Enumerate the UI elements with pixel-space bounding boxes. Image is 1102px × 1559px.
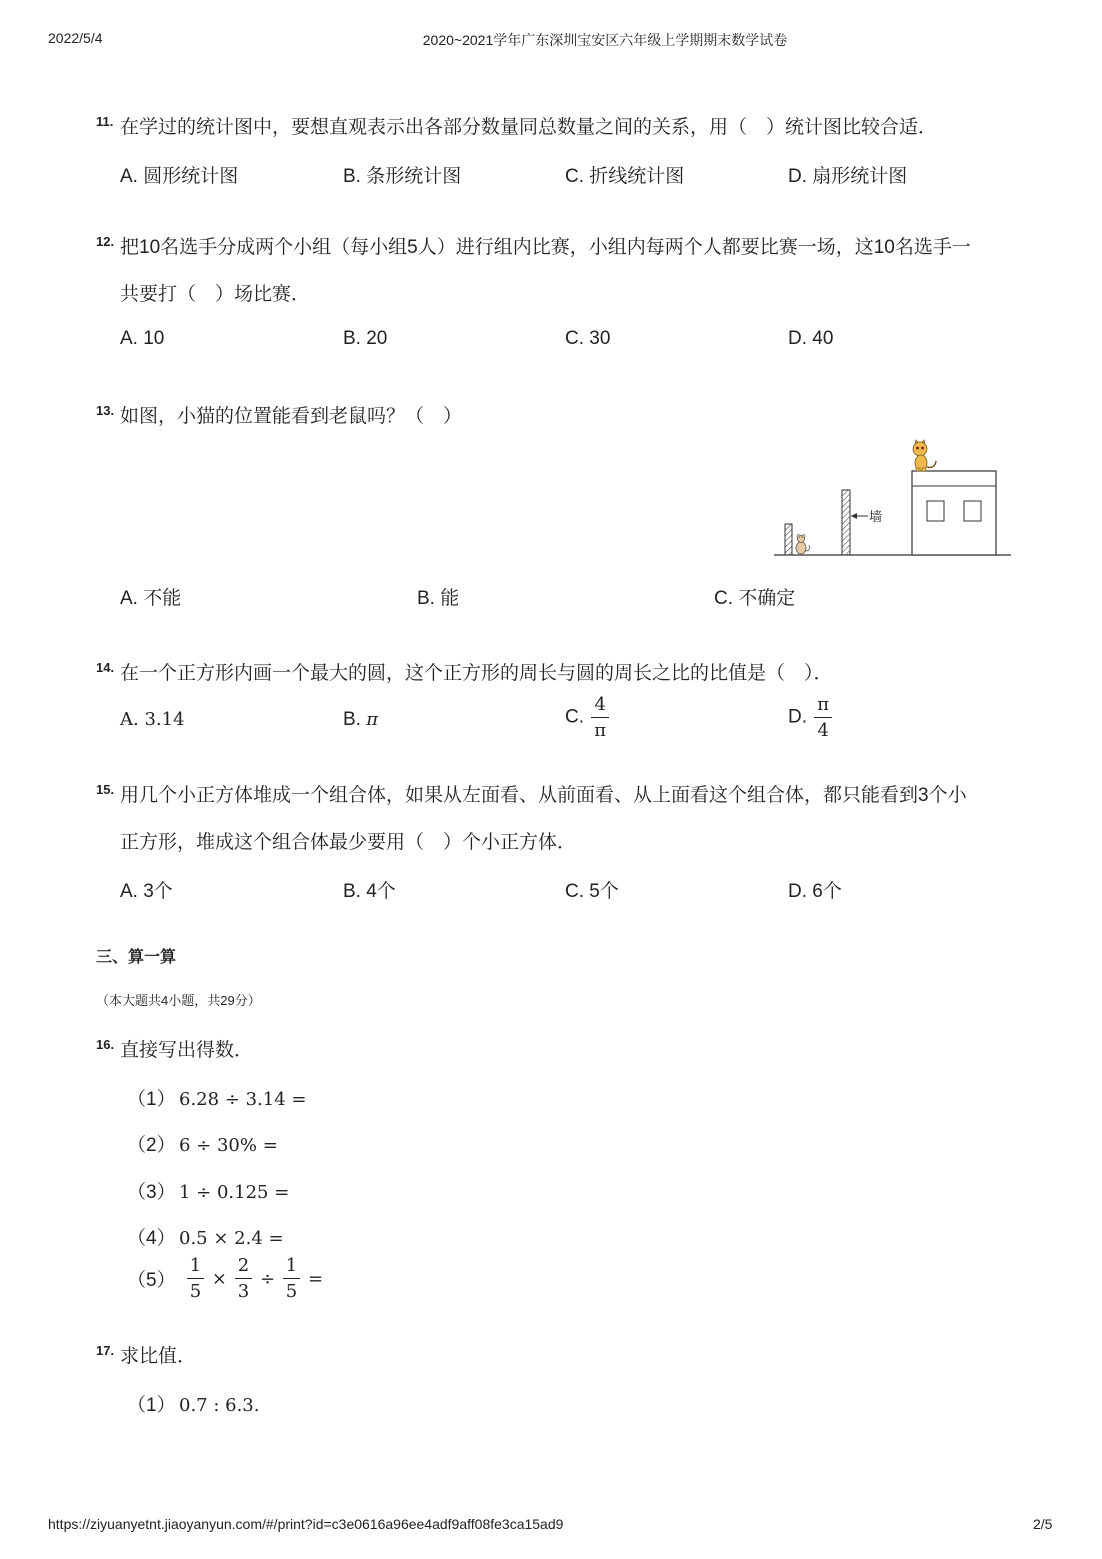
question-stem: 求比值． [120, 1346, 197, 1367]
question-number: 15. [96, 782, 115, 797]
cat-mouse-wall-figure [770, 432, 1015, 560]
option-a: A. 3个 [120, 881, 173, 902]
option-b: B. 能 [417, 588, 460, 609]
sub-item-label: （1） [127, 1395, 176, 1416]
option-label: D. [788, 706, 807, 728]
sub-item [127, 1223, 284, 1250]
denominator: 5 [189, 1281, 202, 1302]
sub-item-label: （1） [127, 1089, 176, 1110]
print-date: 2022/5/4 [48, 30, 103, 46]
sub-item-expression: 0.5 × 2.4 = [179, 1228, 284, 1249]
sub-item-label: （3） [127, 1182, 176, 1203]
option-c: C. 5个 [565, 881, 619, 902]
option-a: A. 10 [120, 328, 165, 349]
option-d: D. 6个 [788, 881, 842, 902]
numerator: 1 [187, 1255, 204, 1279]
question-number: 12. [96, 234, 115, 249]
sub-item-expression: 0.7 : 6.3. [179, 1395, 260, 1416]
question-stem: 如图，小猫的位置能看到老鼠吗？（ ） [120, 406, 463, 427]
page-url: https://ziyuanyetnt.jiaoyanyun.com/#/print?id=c3e0616a96ee4adf9aff08fe3ca15ad9 [48, 1516, 564, 1532]
question-stem-line-1: 把10名选手分成两个小组（每小组5人）进行组内比赛，小组内每两个人都要比赛一场，这10名选手一 [120, 237, 971, 258]
option-b: B. 4个 [343, 881, 396, 902]
option-label: C. [565, 706, 584, 728]
sub-item-expression: 6 ÷ 30% = [179, 1135, 278, 1156]
question-stem: 直接写出得数． [120, 1040, 254, 1061]
sub-item-expression: 1 ÷ 0.125 = [179, 1182, 290, 1203]
numerator: 2 [235, 1255, 252, 1279]
numerator: π [814, 694, 832, 718]
denominator: 4 [817, 720, 829, 741]
option-b: B. 20 [343, 328, 388, 349]
fraction [814, 694, 832, 741]
option-d [788, 694, 834, 741]
question-stem: 在一个正方形内画一个最大的圆，这个正方形的周长与圆的周长之比的比值是（ ）． [120, 663, 833, 684]
sub-item [127, 1130, 278, 1157]
numerator: 1 [283, 1255, 300, 1279]
option-b: B. 条形统计图 [343, 166, 462, 187]
sub-item [127, 1255, 323, 1302]
option-a: A. 不能 [120, 588, 182, 609]
tall-wall [842, 490, 850, 555]
question-number: 14. [96, 660, 115, 675]
short-wall [785, 524, 792, 555]
option-label: B. [343, 709, 361, 730]
option-c: C. 折线统计图 [565, 166, 685, 187]
question-number: 16. [96, 1037, 115, 1052]
operator: × [211, 1268, 228, 1289]
wall-label: 墙 [869, 510, 883, 525]
mouse-icon [796, 535, 810, 555]
question-stem-line-2: 正方形，堆成这个组合体最少要用（ ）个小正方体． [120, 832, 577, 853]
building [912, 471, 996, 555]
denominator: 3 [237, 1281, 250, 1302]
equals-sign: = [307, 1268, 324, 1289]
operator: ÷ [259, 1268, 276, 1289]
sub-item-label: （4） [127, 1228, 176, 1249]
sub-item-expression: 6.28 ÷ 3.14 = [179, 1089, 307, 1110]
fraction [187, 1255, 204, 1302]
option-a: A. 圆形统计图 [120, 166, 239, 187]
option-c [565, 694, 611, 741]
fraction [591, 694, 609, 741]
question-number: 17. [96, 1343, 115, 1358]
option-b [343, 709, 378, 731]
page-number: 2/5 [1033, 1516, 1053, 1532]
option-value: π [366, 709, 379, 730]
numerator: 4 [591, 694, 609, 718]
sub-item-label: （2） [127, 1135, 176, 1156]
option-c: C. 30 [565, 328, 611, 349]
sub-item [127, 1084, 307, 1111]
option-d: D. 40 [788, 328, 834, 349]
question-number: 13. [96, 403, 115, 418]
option-c: C. 不确定 [714, 588, 796, 609]
denominator: 5 [285, 1281, 298, 1302]
fraction [283, 1255, 300, 1302]
section-title: 三、算一算 [96, 949, 177, 966]
question-number: 11. [96, 114, 114, 129]
option-d: D. 扇形统计图 [788, 166, 908, 187]
denominator: π [594, 720, 607, 741]
question-stem: 在学过的统计图中，要想直观表示出各部分数量同总数量之间的关系，用（ ）统计图比较合适． [120, 117, 938, 138]
sub-item [127, 1177, 289, 1204]
question-stem-line-1: 用几个小正方体堆成一个组合体，如果从左面看、从前面看、从上面看这个组合体，都只能看到3个小 [120, 785, 967, 806]
question-stem-line-2: 共要打（ ）场比赛． [120, 284, 311, 305]
sub-item-label: （5） [127, 1269, 176, 1291]
fraction [235, 1255, 252, 1302]
sub-item [127, 1390, 259, 1417]
sub-item-expression [179, 1255, 324, 1302]
document-title: 2020~2021学年广东深圳宝安区六年级上学期期末数学试卷 [422, 32, 788, 48]
section-note: （本大题共4小题，共29分） [96, 993, 261, 1008]
option-a: A. 3.14 [120, 709, 185, 730]
cat-icon [913, 440, 936, 471]
